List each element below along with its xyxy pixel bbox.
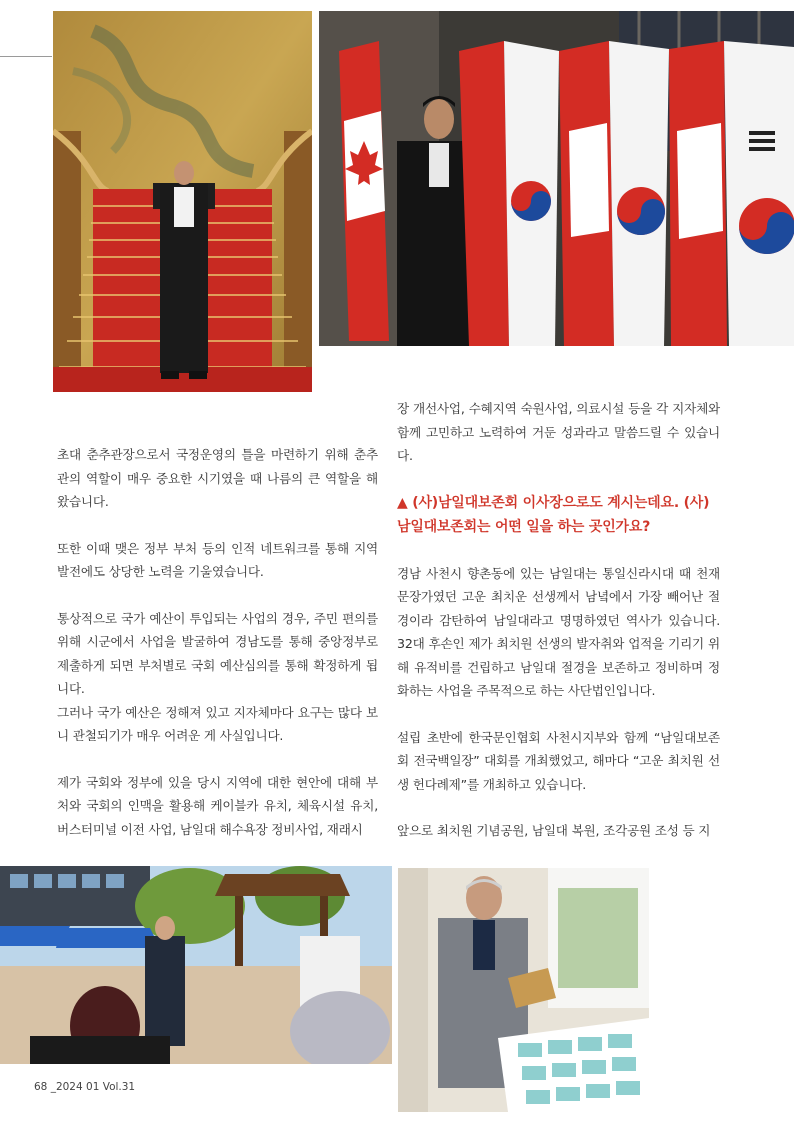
paragraph: 설립 초반에 한국문인협회 사천시지부와 함께 “남일대보존회 전국백일장” 대회를 개최했었고, 해마다 “고운 최치원 선생 헌다례제”를 개최하고 있습니다. [397, 729, 720, 792]
photo-outdoor-event [0, 866, 392, 1064]
paragraph: 초대 춘추관장으로서 국정운영의 틀을 마련하기 위해 춘추관의 역할이 매우 중요한 시기였을 때 나름의 큰 역할을 해 왔습니다. [57, 447, 378, 509]
paragraph: 제가 국회와 정부에 있을 당시 지역에 대한 현안에 대해 부처와 국회의 인맥을 활용해 케이블카 유치, 체육시설 유치, 버스터미널 이전 사업, 남일대 해수욕장 정비사업, 재래시 [57, 774, 378, 837]
photo-staircase [53, 11, 312, 392]
paragraph: 그러나 국가 예산은 정해져 있고 지자체마다 요구는 많다 보니 관철되기가 매우 어려운 게 사실입니다. [57, 704, 378, 743]
article-right-column [397, 397, 720, 866]
article-left-column [57, 443, 378, 864]
page-footer: 68 _2024 01 Vol.31 [34, 1081, 136, 1093]
paragraph: 또한 이때 맺은 정부 부처 등의 인적 네트워크를 통해 지역 발전에도 상당한 노력을 기울였습니다. [57, 540, 378, 579]
paragraph: 경남 사천시 향촌동에 있는 남일대는 통일신라시대 때 천재 문장가였던 고운 최치운 선생께서 남녘에서 가장 빼어난 절경이라 감탄하여 남일대라고 명명하였던 역사가 있습니다. 32대 후손인 제가 최치원 선생의 발자취와 업적을 기리기 위해 유적비를 건립하고 남일대 절경을 보존하고 정비하며 정화하는 사업을 주목적으로 하는 사단법인입니다. [397, 565, 720, 698]
paragraph: 통상적으로 국가 예산이 투입되는 사업의 경우, 주민 편의를 위해 시군에서 사업을 발굴하여 경남도를 통해 중앙정부로 제출하게 되면 부처별로 국회 예산심의를 통해 확정하게 됩니다. [57, 610, 378, 696]
photo-flags [319, 11, 794, 346]
question-heading: ▲ (사)남일대보존회 이사장으로도 계시는데요. (사)남일대보존회는 어떤 일을 하는 곳인가요? [397, 494, 710, 535]
paragraph: 장 개선사업, 수혜지역 숙원사업, 의료시설 등을 각 지자체와 함께 고민하고 노력하여 거둔 성과라고 말씀드릴 수 있습니다. [397, 401, 720, 463]
paragraph: 앞으로 최치원 기념공원, 남일대 복원, 조각공원 조성 등 지 [397, 823, 711, 838]
photo-indoor-reading [398, 868, 649, 1112]
top-rule [0, 56, 52, 57]
